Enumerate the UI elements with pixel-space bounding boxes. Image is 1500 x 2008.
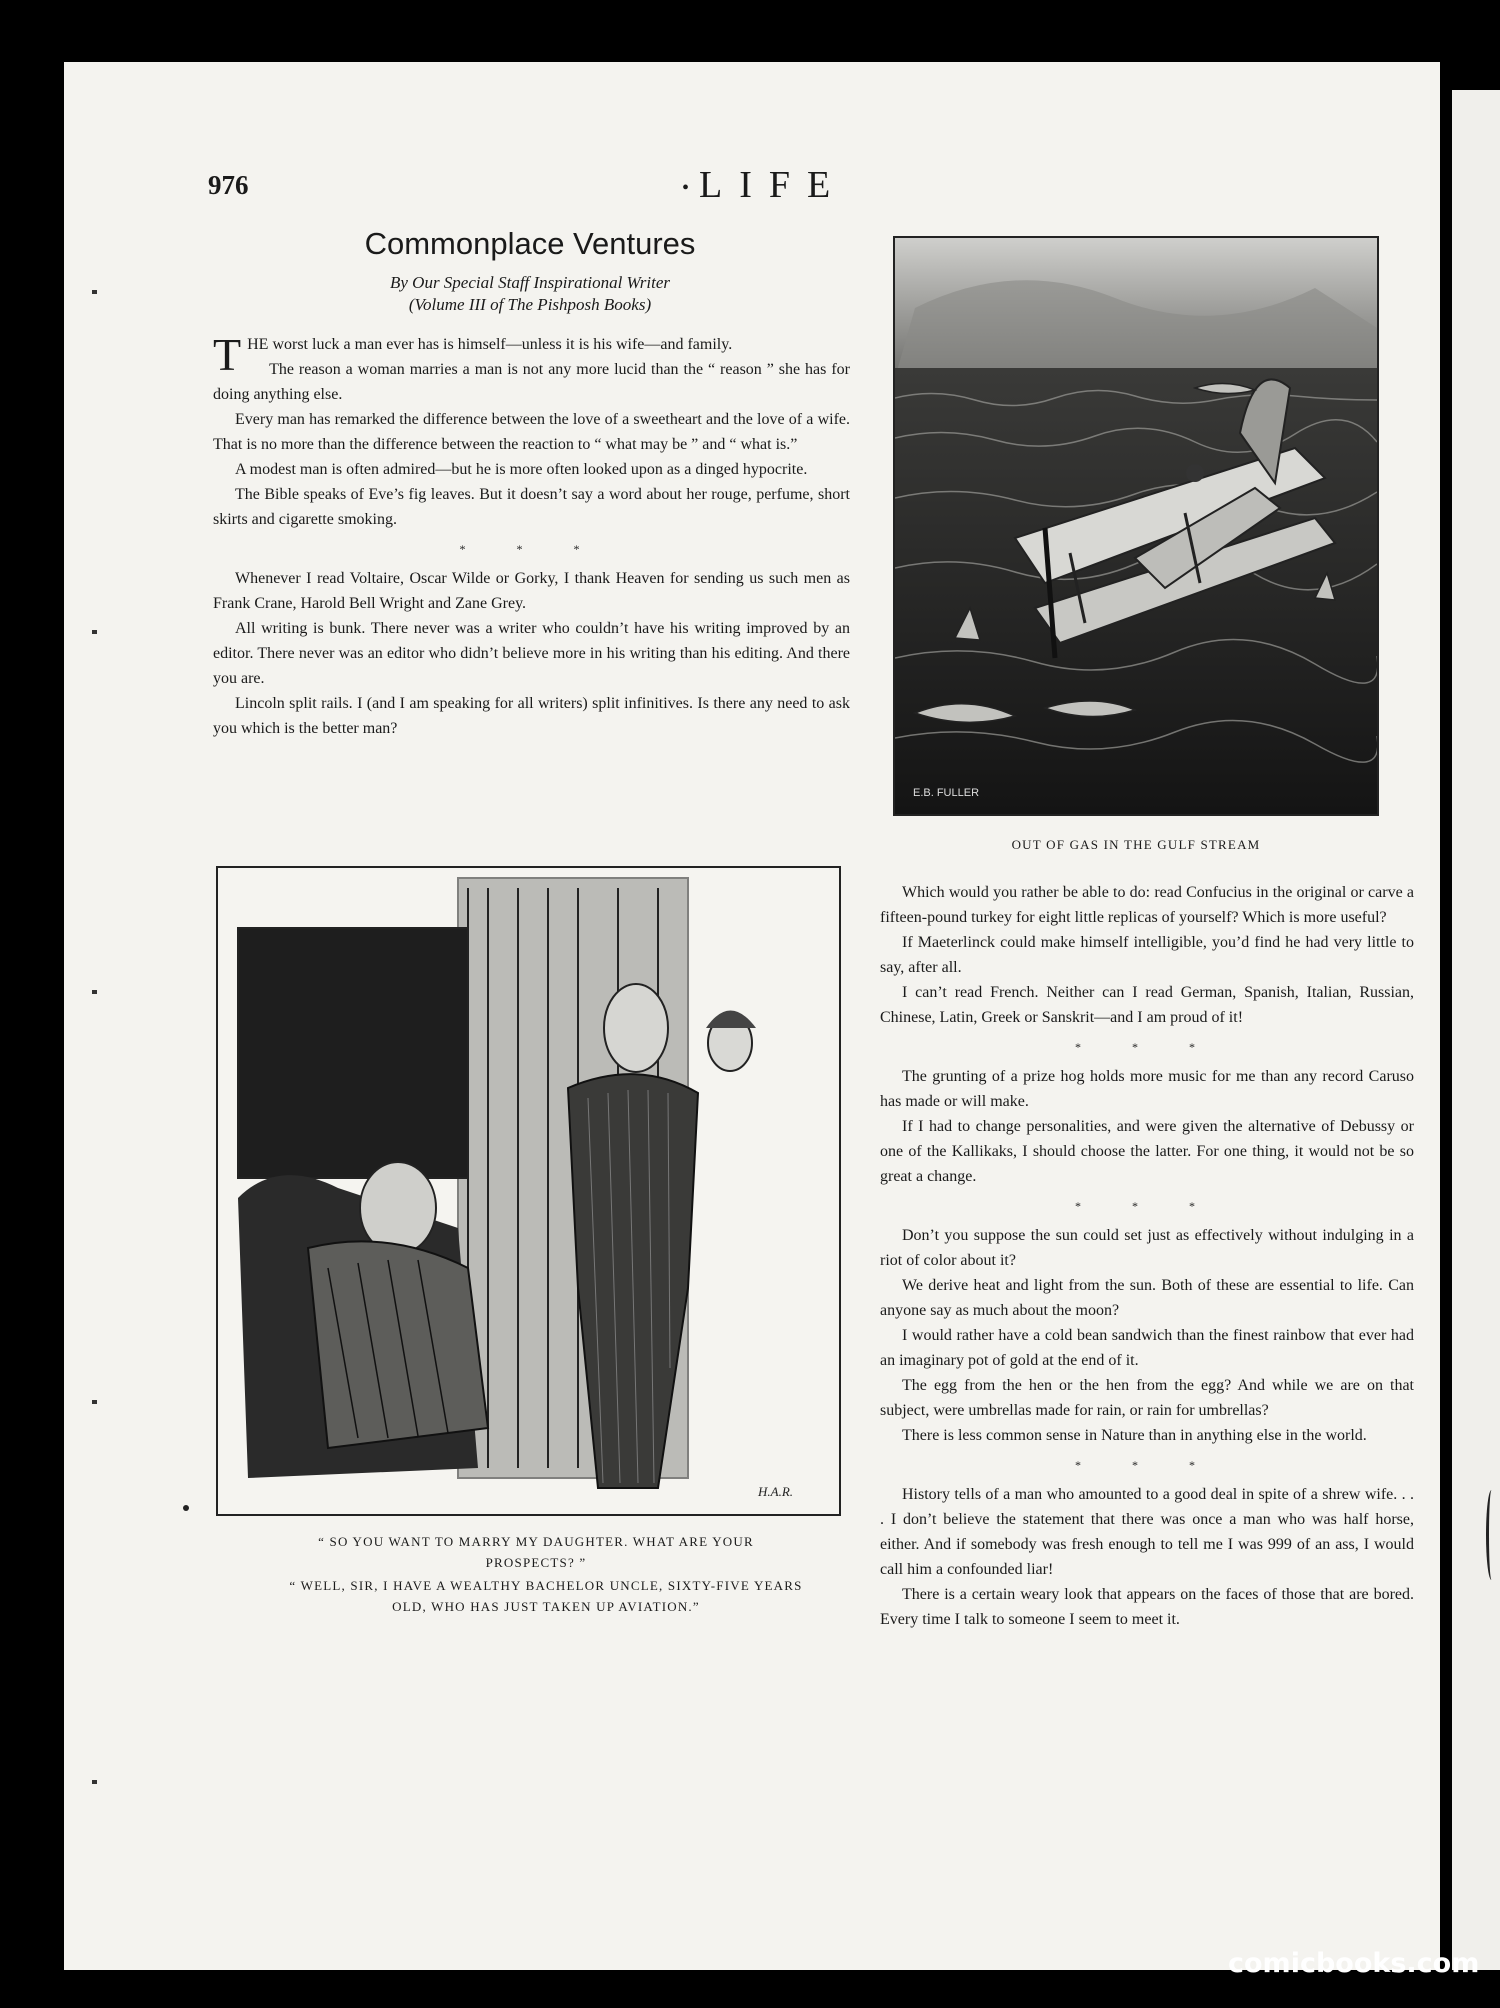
section-divider: * * * xyxy=(459,542,604,556)
artist-signature: E.B. FULLER xyxy=(913,787,980,799)
paragraph: I would rather have a cold bean sandwich than the finest rainbow that ever had an imaginary pot of gold at the end of it. xyxy=(880,1327,1414,1369)
masthead xyxy=(682,163,847,207)
paragraph: We derive heat and light from the sun. Both of these are essential to life. Can anyone say as much about the moon? xyxy=(880,1277,1414,1319)
paragraph: The reason a woman marries a man is not any more lucid than the “ reason ” she has for doing anything else. xyxy=(213,361,850,403)
site-watermark: comicbooks.com xyxy=(1228,1948,1480,1979)
byline-line-1: By Our Special Staff Inspirational Writer xyxy=(389,273,670,292)
margin-tick xyxy=(92,1400,97,1404)
suitor-illustration xyxy=(216,866,841,1516)
facing-page-edge xyxy=(1452,90,1500,1970)
section-divider: * * * xyxy=(1075,1199,1219,1213)
paragraph: The Bible speaks of Eve’s fig leaves. But it doesn’t say a word about her rouge, perfume, short skirts and cigarette smoking. xyxy=(213,486,850,528)
masthead-dot: • xyxy=(682,176,690,199)
masthead-text: LIFE xyxy=(699,164,848,206)
paragraph: Don’t you suppose the sun could set just as effectively without indulging in a riot of color about it? xyxy=(880,1227,1414,1269)
byline-line-2: (Volume III of The Pishposh Books) xyxy=(408,295,652,314)
paragraph: Whenever I read Voltaire, Oscar Wilde or Gorky, I thank Heaven for sending us such men as Frank Crane, Harold Bell Wright and Zane Grey. xyxy=(213,570,850,612)
facing-page-mark xyxy=(1486,1490,1497,1580)
margin-tick xyxy=(92,290,97,294)
page-number: 976 xyxy=(208,170,249,200)
margin-tick xyxy=(92,630,97,634)
paragraph: Every man has remarked the difference between the love of a sweetheart and the love of a wife. That is no more than the difference between the reaction to “ what may be ” and “ what is.” xyxy=(213,411,850,453)
paragraph: There is less common sense in Nature than in anything else in the world. xyxy=(902,1427,1367,1444)
paragraph: The egg from the hen or the hen from the egg? And while we are on that subject, were umbrellas made for rain, or rain for umbrellas? xyxy=(880,1377,1414,1419)
paragraph: THE worst luck a man ever has is himself—unless it is his wife—and family. xyxy=(213,329,733,380)
paragraph: All writing is bunk. There never was a writer who couldn’t have his writing improved by an editor. There never was an editor who didn’t believe more in his writing than his editing. And there you are. xyxy=(213,620,850,687)
paragraph: I can’t read French. Neither can I read German, Spanish, Italian, Russian, Chinese, Latin, Greek or Sanskrit—and I am proud of it! xyxy=(880,984,1414,1026)
airplane-drawing xyxy=(895,238,1377,814)
paragraph: History tells of a man who amounted to a good deal in spite of a shrew wife. . . . I don’t believe the statement that there was once a man who was half horse, either. And if somebody was fresh enough to tell me I was 999 of an ass, I would call him a confounded liar! xyxy=(880,1486,1414,1578)
paragraph: If I had to change personalities, and were given the alternative of Debussy or one of the Kallikaks, I should choose the latter. For one thing, it would not be so great a change. xyxy=(880,1118,1414,1185)
left-column xyxy=(213,329,850,741)
airplane-caption: OUT OF GAS IN THE GULF STREAM xyxy=(1011,837,1261,852)
margin-tick xyxy=(92,1780,97,1784)
suitor-drawing xyxy=(218,868,839,1514)
paragraph: A modest man is often admired—but he is more often looked upon as a dinged hypocrite. xyxy=(235,461,808,478)
margin-dot xyxy=(183,1505,189,1511)
paragraph: There is a certain weary look that appears on the faces of those that are bored. Every time I talk to someone I seem to meet it. xyxy=(880,1586,1414,1628)
article-title: Commonplace Ventures xyxy=(364,226,696,261)
section-divider: * * * xyxy=(1075,1040,1219,1054)
right-column xyxy=(880,880,1414,1632)
paragraph: Which would you rather be able to do: read Confucius in the original or carve a fifteen-pound turkey for eight little replicas of yourself? Which is more useful? xyxy=(880,884,1414,926)
paragraph: Lincoln split rails. I (and I am speaking for all writers) split infinitives. Is there any need to ask you which is the better man? xyxy=(213,695,850,737)
paragraph: The grunting of a prize hog holds more music for me than any record Caruso has made or will make. xyxy=(880,1068,1414,1110)
drop-cap: T xyxy=(213,329,242,380)
section-divider: * * * xyxy=(1075,1458,1219,1472)
margin-tick xyxy=(92,990,97,994)
article-byline xyxy=(210,272,850,316)
suitor-caption-answer: “ WELL, SIR, I HAVE A WEALTHY BACHELOR UNCLE, SIXTY-FIVE YEARS OLD, WHO HAS JUST TAKEN UP AVIATION.” xyxy=(289,1578,803,1614)
suitor-caption-question: “ SO YOU WANT TO MARRY MY DAUGHTER. WHAT ARE YOUR PROSPECTS? ” xyxy=(318,1534,754,1570)
paragraph: If Maeterlinck could make himself intelligible, you’d find he had very little to say, after all. xyxy=(880,934,1414,976)
airplane-illustration xyxy=(893,236,1379,816)
artist-signature: H.A.R. xyxy=(758,1484,794,1499)
